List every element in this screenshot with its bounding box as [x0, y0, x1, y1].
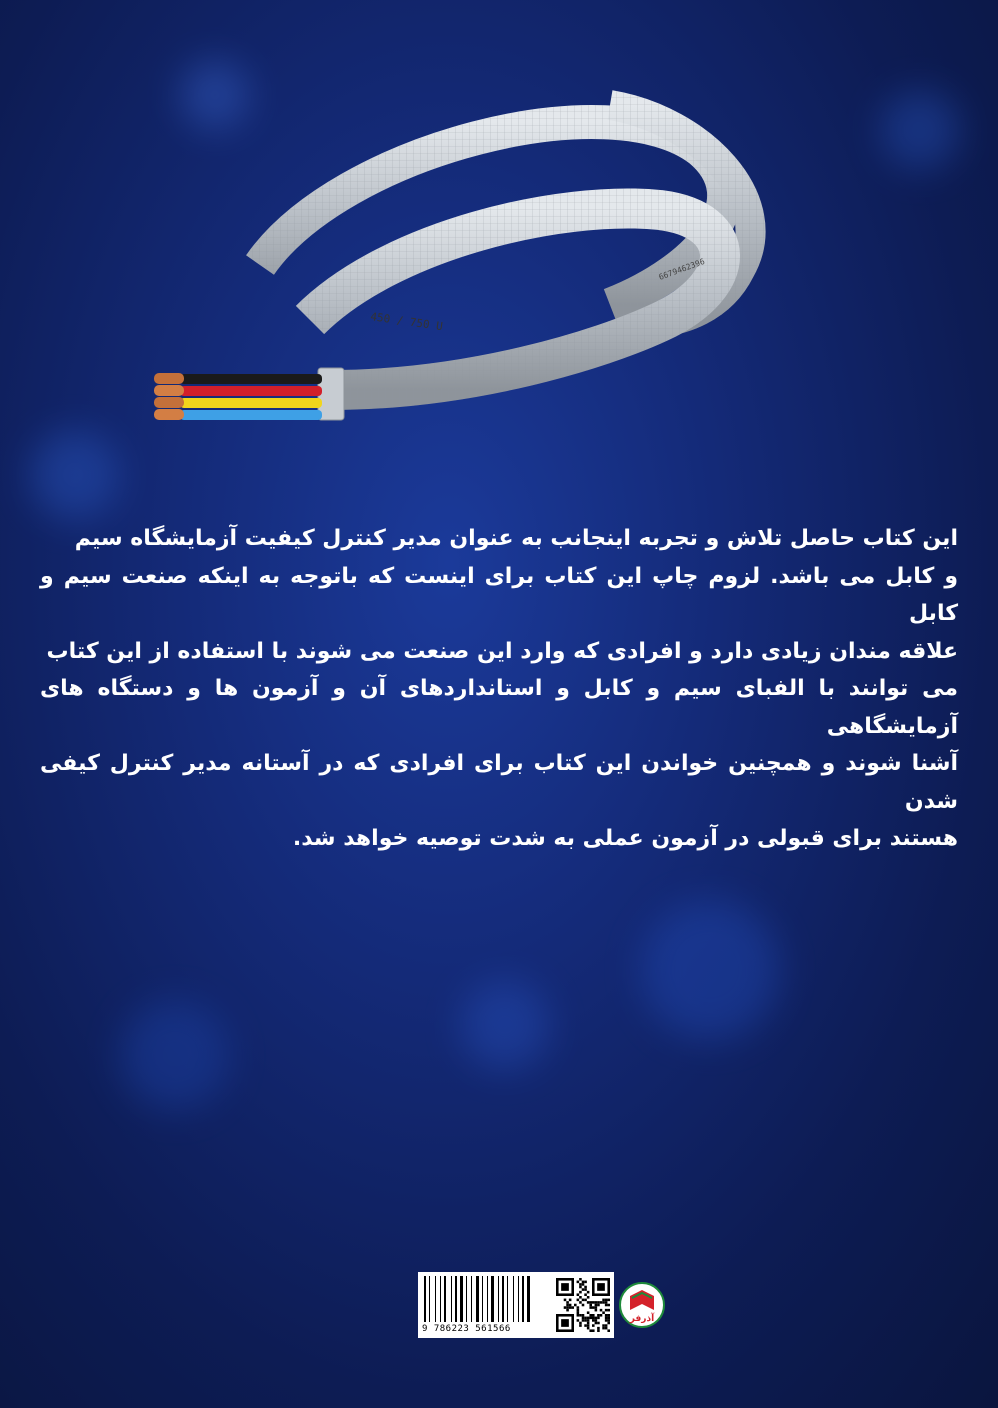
description-line: علاقه مندان زیادی دارد و افرادی که وارد این صنعت می شوند با استفاده از این کتاب	[46, 638, 958, 664]
qr-module	[607, 1304, 610, 1307]
qr-module	[584, 1286, 587, 1289]
bokeh-light	[880, 90, 960, 170]
voltage-marking: 450 / 750 U	[369, 310, 444, 334]
qr-module	[605, 1324, 608, 1327]
qr-module	[587, 1319, 590, 1322]
core-blue	[180, 410, 322, 420]
qr-module	[595, 1304, 598, 1307]
qr-module	[577, 1309, 580, 1312]
barcode-bar	[476, 1276, 479, 1322]
barcode-bar	[440, 1276, 441, 1322]
qr-module	[600, 1309, 603, 1312]
qr-module	[582, 1304, 585, 1307]
qr-module	[597, 1317, 600, 1320]
barcode-bar	[471, 1276, 472, 1322]
qr-module	[587, 1327, 590, 1330]
qr-module	[605, 1301, 608, 1304]
qr-module	[577, 1306, 580, 1309]
barcode-bar	[444, 1276, 446, 1322]
barcode-bar	[466, 1276, 467, 1322]
qr-finder	[561, 1283, 569, 1291]
qr-module	[587, 1322, 590, 1325]
qr-module	[607, 1299, 610, 1302]
qr-module	[582, 1317, 585, 1320]
qr-module	[595, 1317, 598, 1320]
qr-module	[595, 1322, 598, 1325]
qr-module	[564, 1306, 567, 1309]
qr-module	[607, 1314, 610, 1317]
qr-module	[569, 1306, 572, 1309]
qr-module	[564, 1299, 567, 1302]
qr-module	[569, 1299, 572, 1302]
qr-module	[582, 1281, 585, 1284]
qr-module	[582, 1314, 585, 1317]
qr-module	[577, 1293, 580, 1296]
qr-module	[595, 1319, 598, 1322]
core-red	[180, 386, 322, 396]
qr-module	[595, 1306, 598, 1309]
qr-module	[587, 1317, 590, 1320]
qr-module	[579, 1322, 582, 1325]
qr-module	[584, 1288, 587, 1291]
qr-module	[597, 1327, 600, 1330]
qr-finder	[597, 1283, 605, 1291]
qr-module	[600, 1314, 603, 1317]
qr-module	[589, 1304, 592, 1307]
qr-module	[579, 1324, 582, 1327]
qr-module	[587, 1301, 590, 1304]
description-line: و کابل می باشد. لزوم چاپ این کتاب برای اینست که باتوجه به اینکه صنعت سیم و کابل	[40, 563, 958, 626]
qr-module	[605, 1309, 608, 1312]
qr-module	[566, 1301, 569, 1304]
qr-module	[569, 1304, 572, 1307]
qr-module	[579, 1296, 582, 1299]
core-black	[180, 374, 322, 384]
qr-module	[605, 1327, 608, 1330]
isbn-barcode	[418, 1272, 614, 1338]
barcode-bar	[527, 1276, 530, 1322]
qr-module	[587, 1324, 590, 1327]
qr-module	[602, 1299, 605, 1302]
qr-module	[582, 1299, 585, 1302]
qr-module	[595, 1301, 598, 1304]
barcode-bar	[513, 1276, 514, 1322]
qr-module	[584, 1317, 587, 1320]
qr-module	[577, 1281, 580, 1284]
qr-module	[592, 1319, 595, 1322]
qr-module	[584, 1299, 587, 1302]
qr-module	[597, 1304, 600, 1307]
qr-module	[597, 1301, 600, 1304]
qr-module	[605, 1319, 608, 1322]
qr-module	[589, 1329, 592, 1332]
qr-module	[597, 1329, 600, 1332]
qr-module	[602, 1324, 605, 1327]
qr-module	[582, 1319, 585, 1322]
qr-module	[602, 1327, 605, 1330]
qr-module	[584, 1324, 587, 1327]
qr-module	[589, 1314, 592, 1317]
qr-module	[579, 1314, 582, 1317]
qr-module	[577, 1319, 580, 1322]
qr-finder	[561, 1319, 569, 1327]
qr-module	[589, 1317, 592, 1320]
core-yellow	[180, 398, 322, 408]
qr-module	[566, 1309, 569, 1312]
qr-module	[574, 1304, 577, 1307]
qr-module	[592, 1306, 595, 1309]
qr-module	[605, 1304, 608, 1307]
qr-module	[577, 1299, 580, 1302]
barcode-bar	[424, 1276, 426, 1322]
barcode-bar	[498, 1276, 499, 1322]
bokeh-light	[120, 1000, 230, 1110]
qr-module	[592, 1314, 595, 1317]
qr-module	[605, 1314, 608, 1317]
qr-module	[602, 1301, 605, 1304]
qr-module	[566, 1306, 569, 1309]
qr-module	[607, 1309, 610, 1312]
qr-module	[597, 1322, 600, 1325]
qr-module	[607, 1319, 610, 1322]
barcode-bar	[455, 1276, 457, 1322]
serial-marking: 6679462396	[657, 256, 706, 282]
qr-module	[579, 1278, 582, 1281]
qr-module	[597, 1314, 600, 1317]
qr-code	[556, 1278, 610, 1332]
qr-module	[592, 1317, 595, 1320]
bokeh-light	[30, 430, 120, 520]
qr-module	[607, 1322, 610, 1325]
barcode-bar	[482, 1276, 483, 1322]
description-line: آشنا شوند و همچنین خواندن این کتاب برای افرادی که در آستانه مدیر کنترل کیفی شدن	[40, 751, 958, 814]
barcode-bar	[435, 1276, 436, 1322]
qr-module	[579, 1283, 582, 1286]
qr-module	[582, 1288, 585, 1291]
description-line: این کتاب حاصل تلاش و تجربه اینجانب به عنوان مدیر کنترل کیفیت آزمایشگاه سیم	[74, 526, 958, 551]
qr-module	[587, 1291, 590, 1294]
publisher-logo-text: آذرفر	[629, 1314, 655, 1324]
publisher-logo	[618, 1276, 666, 1334]
barcode-bar	[487, 1276, 488, 1322]
qr-module	[589, 1301, 592, 1304]
qr-module	[589, 1306, 592, 1309]
qr-module	[587, 1311, 590, 1314]
barcode-bar	[429, 1276, 430, 1322]
qr-module	[582, 1283, 585, 1286]
barcode-bar	[502, 1276, 504, 1322]
cable-illustration	[140, 90, 820, 460]
qr-module	[607, 1317, 610, 1320]
qr-module	[584, 1319, 587, 1322]
qr-module	[602, 1311, 605, 1314]
description-line: می توانند با الفبای سیم و کابل و استانداردهای آن و آزمون ها و دستگاه های آزمایشگاهی	[40, 676, 958, 739]
qr-module	[579, 1291, 582, 1294]
description-line: هستند برای قبولی در آزمون عملی به شدت توصیه خواهد شد.	[292, 826, 958, 851]
qr-module	[595, 1309, 598, 1312]
qr-module	[592, 1324, 595, 1327]
barcode-bars	[422, 1276, 552, 1326]
barcode-bar	[451, 1276, 452, 1322]
qr-module	[600, 1301, 603, 1304]
qr-module	[579, 1286, 582, 1289]
qr-module	[592, 1329, 595, 1332]
qr-module	[571, 1306, 574, 1309]
qr-module	[566, 1304, 569, 1307]
qr-module	[605, 1317, 608, 1320]
isbn-digits: 9 786223 561566	[422, 1324, 511, 1334]
qr-module	[584, 1293, 587, 1296]
qr-module	[579, 1301, 582, 1304]
qr-module	[605, 1299, 608, 1302]
qr-module	[592, 1301, 595, 1304]
description-text	[40, 520, 958, 858]
qr-module	[607, 1329, 610, 1332]
barcode-bar	[507, 1276, 508, 1322]
qr-module	[577, 1314, 580, 1317]
barcode-bar	[522, 1276, 524, 1322]
qr-module	[584, 1281, 587, 1284]
qr-module	[587, 1296, 590, 1299]
barcode-bar	[518, 1276, 519, 1322]
barcode-bar	[491, 1276, 494, 1322]
barcode-bar	[460, 1276, 463, 1322]
qr-module	[577, 1311, 580, 1314]
bokeh-light	[640, 900, 780, 1040]
bokeh-light	[460, 980, 550, 1070]
